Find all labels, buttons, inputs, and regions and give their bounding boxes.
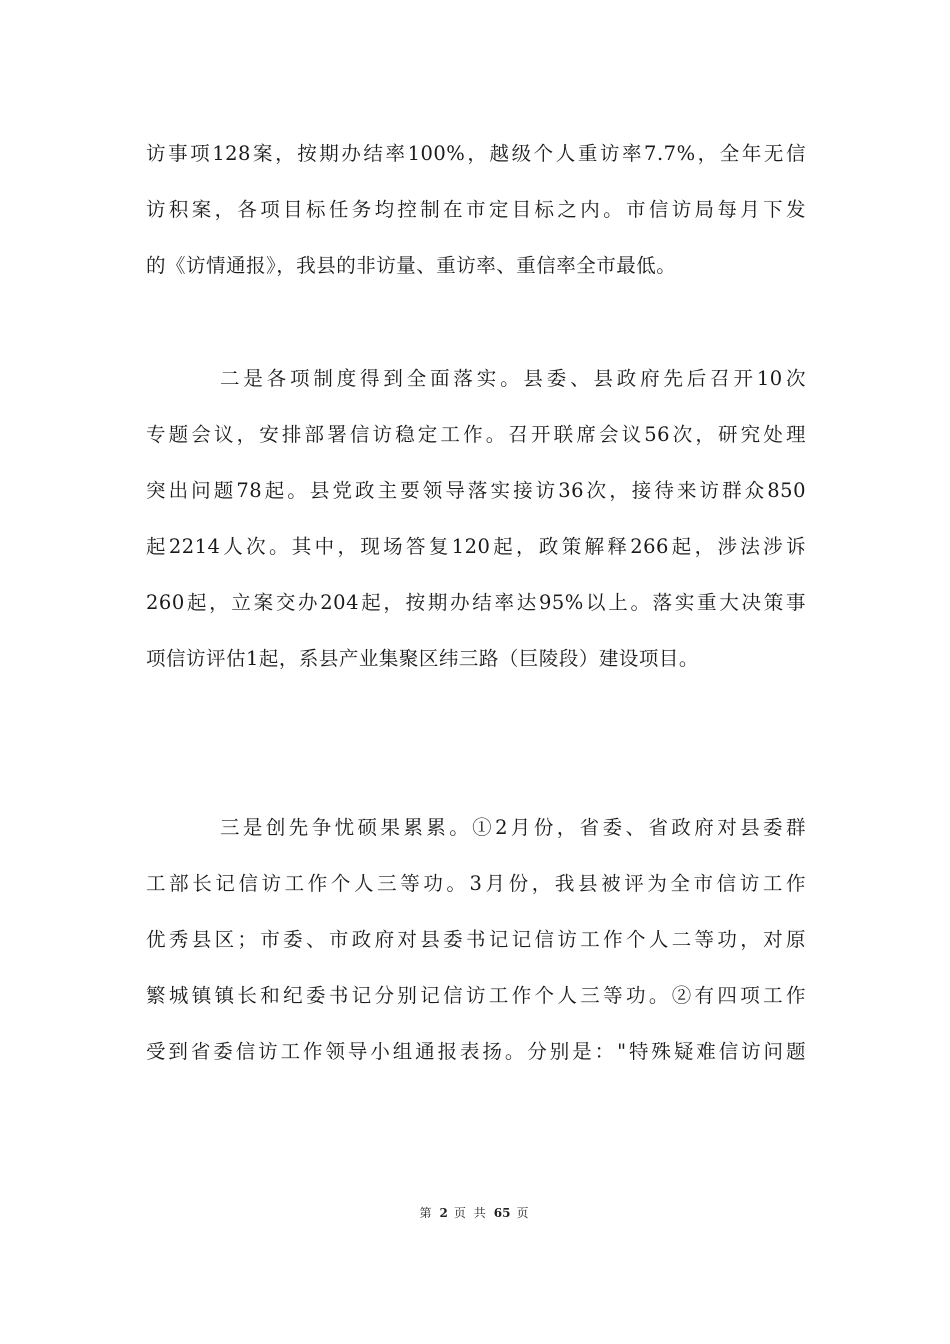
text-line: 访积案，各项目标任务均控制在市定目标之内。市信访局每月下发 (146, 198, 806, 221)
text-line: 三是创先争忧硕果累累。①2月份，省委、省政府对县委群 (220, 816, 806, 839)
text-line: 繁城镇镇长和纪委书记分别记信访工作个人三等功。②有四项工作 (146, 984, 806, 1007)
paragraph-2 (146, 351, 806, 687)
text-line: 起2214人次。其中，现场答复120起，政策解释266起，涉法涉诉 (146, 535, 806, 558)
current-page-number: 2 (439, 1206, 448, 1220)
footer-middle: 页 共 (453, 1206, 488, 1220)
text-line: 260起，立案交办204起，按期办结率达95%以上。落实重大决策事 (146, 591, 806, 614)
text-line: 工部长记信访工作个人三等功。3月份，我县被评为全市信访工作 (146, 872, 806, 895)
text-line: 二是各项制度得到全面落实。县委、县政府先后召开10次 (220, 367, 806, 390)
text-line: 受到省委信访工作领导小组通报表扬。分别是："特殊疑难信访问题 (146, 1040, 806, 1063)
paragraph-1 (146, 126, 806, 294)
text-line: 访事项128案，按期办结率100%，越级个人重访率7.7%，全年无信 (146, 142, 806, 165)
footer-suffix: 页 (516, 1206, 531, 1220)
text-line: 突出问题78起。县党政主要领导落实接访36次，接待来访群众850 (146, 479, 806, 502)
text-line: 专题会议，安排部署信访稳定工作。召开联席会议56次，研究处理 (146, 423, 806, 446)
paragraph-3 (146, 800, 806, 1080)
page-footer (0, 1204, 950, 1221)
text-line: 项信访评估1起，系县产业集聚区纬三路（巨陵段）建设项目。 (146, 647, 699, 670)
text-line: 的《访情通报》，我县的非访量、重访率、重信率全市最低。 (146, 254, 677, 277)
footer-prefix: 第 (419, 1206, 434, 1220)
text-line: 优秀县区；市委、市政府对县委书记记信访工作个人二等功，对原 (146, 928, 806, 951)
total-page-count: 65 (493, 1206, 511, 1220)
